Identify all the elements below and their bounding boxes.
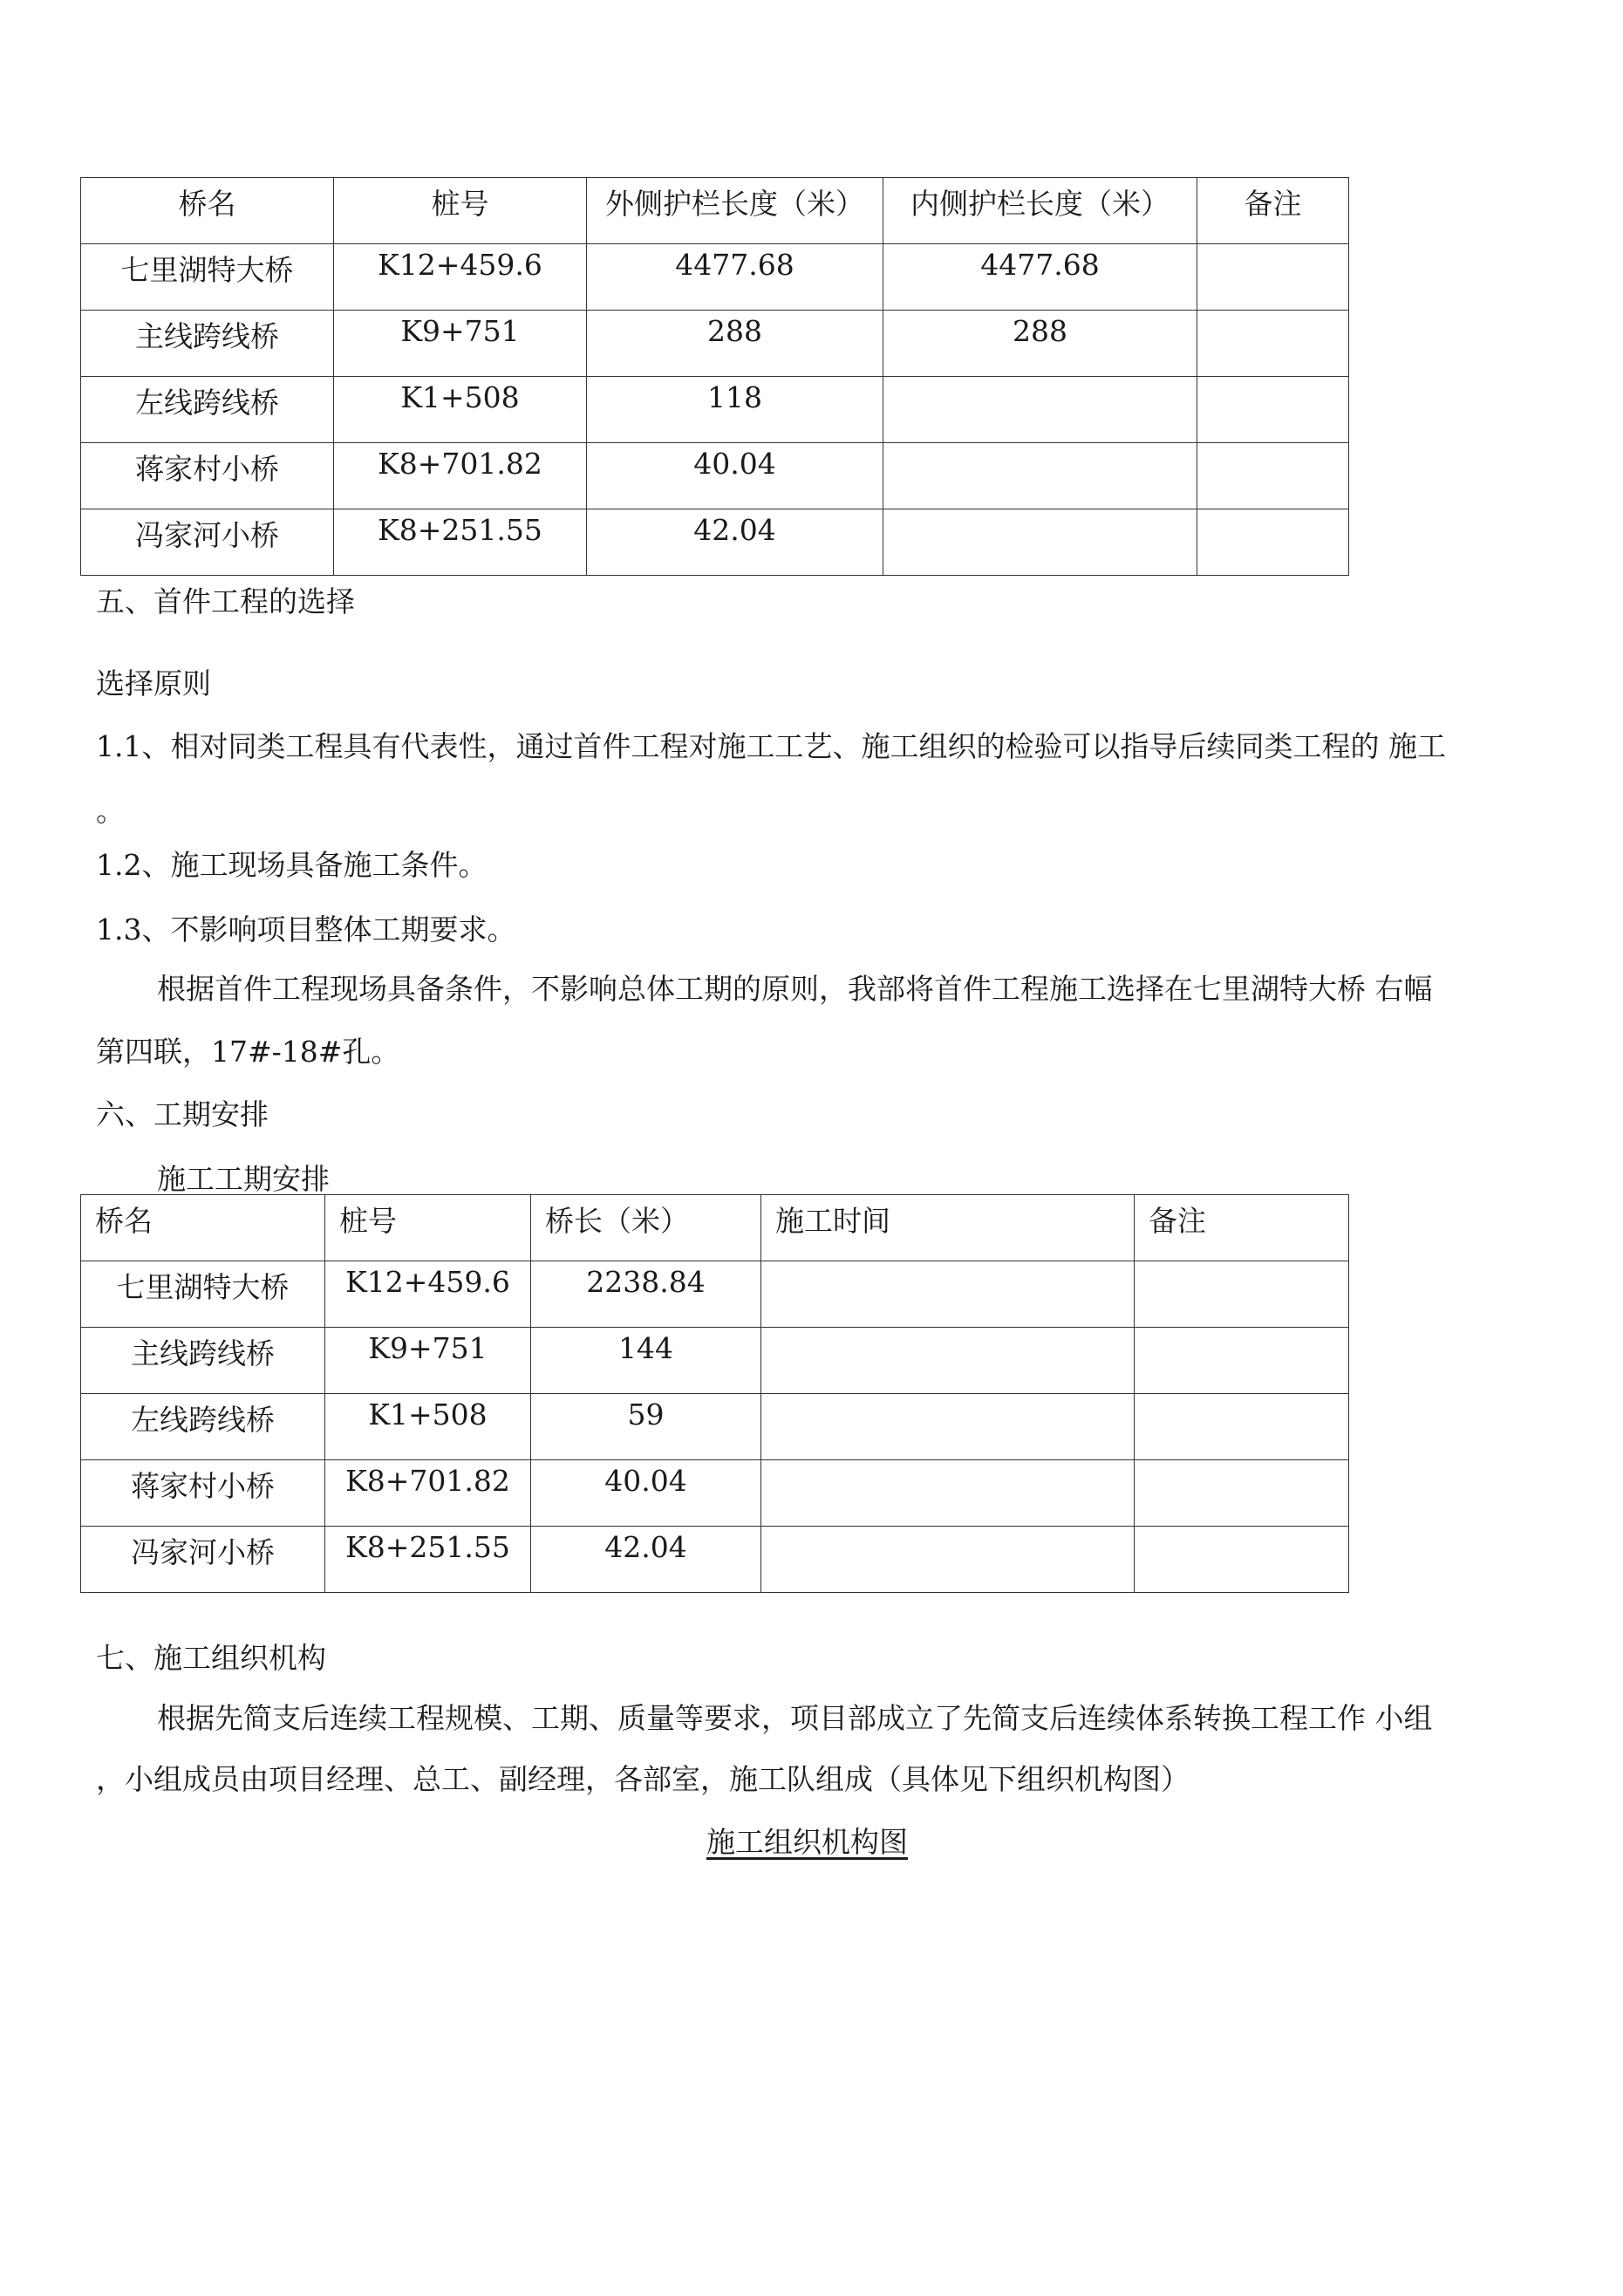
table-row [81, 244, 1349, 311]
table-cell: 七里湖特大桥 [81, 1261, 325, 1328]
paragraph: 1.3、不影响项目整体工期要求。 [96, 912, 516, 946]
table-cell: 左线跨线桥 [81, 377, 334, 443]
table-cell: 主线跨线桥 [81, 1328, 325, 1394]
table-cell: 40.04 [587, 443, 883, 509]
table-row [81, 377, 1349, 443]
header-cell: 内侧护栏长度（米） [883, 178, 1197, 244]
header-cell: 备注 [1135, 1195, 1349, 1261]
table-cell: 59 [531, 1394, 761, 1460]
section-heading: 六、工期安排 [96, 1097, 269, 1131]
paragraph: 根据首件工程现场具备条件，不影响总体工期的原则，我部将首件工程施工选择在七里湖特大桥 右幅 [157, 972, 1433, 1006]
table-cell [1135, 1460, 1349, 1527]
table-cell: K9+751 [334, 311, 587, 377]
table-cell [1135, 1394, 1349, 1460]
schedule-table [80, 1194, 1349, 1593]
table-cell: 144 [531, 1328, 761, 1394]
table-cell [761, 1394, 1135, 1460]
table-cell: 118 [587, 377, 883, 443]
table-cell: K8+251.55 [334, 509, 587, 576]
table-cell: 主线跨线桥 [81, 311, 334, 377]
header-cell: 桩号 [325, 1195, 531, 1261]
table-header-row [81, 178, 1349, 244]
table-cell: 冯家河小桥 [81, 509, 334, 576]
table-cell [1197, 509, 1349, 576]
table-cell [883, 443, 1197, 509]
table-cell: K8+701.82 [325, 1460, 531, 1527]
header-cell: 桥名 [81, 178, 334, 244]
table-cell: 蒋家村小桥 [81, 443, 334, 509]
paragraph: 1.1、相对同类工程具有代表性，通过首件工程对施工工艺、施工组织的检验可以指导后续同类工程的 施工 [96, 729, 1446, 763]
table-row [81, 1394, 1349, 1460]
table-row [81, 443, 1349, 509]
header-cell: 桥名 [81, 1195, 325, 1261]
header-cell: 桩号 [334, 178, 587, 244]
table-cell [761, 1460, 1135, 1527]
table-header-row [81, 1195, 1349, 1261]
table-cell: K12+459.6 [325, 1261, 531, 1328]
paragraph: ，小组成员由项目经理、总工、副经理，各部室，施工队组成（具体见下组织机构图） [96, 1762, 1190, 1796]
table-cell: 七里湖特大桥 [81, 244, 334, 311]
table-cell [883, 509, 1197, 576]
section-heading: 五、首件工程的选择 [96, 584, 355, 618]
paragraph: 根据先简支后连续工程规模、工期、质量等要求，项目部成立了先简支后连续体系转换工程工作 小组 [157, 1701, 1433, 1735]
table-cell: 42.04 [587, 509, 883, 576]
table-cell: 4477.68 [883, 244, 1197, 311]
table-cell: K8+251.55 [325, 1527, 531, 1593]
table-cell: K12+459.6 [334, 244, 587, 311]
table-row [81, 1527, 1349, 1593]
table-cell [761, 1527, 1135, 1593]
section-subheading: 选择原则 [96, 666, 211, 700]
table-cell: K9+751 [325, 1328, 531, 1394]
header-cell: 外侧护栏长度（米） [587, 178, 883, 244]
guardrail-length-table [80, 177, 1349, 576]
section-heading: 七、施工组织机构 [96, 1641, 326, 1675]
table-cell [1197, 443, 1349, 509]
table-row [81, 509, 1349, 576]
figure-title: 施工组织机构图 [706, 1825, 908, 1859]
table-cell [1197, 311, 1349, 377]
table-cell [1135, 1261, 1349, 1328]
table-cell: 冯家河小桥 [81, 1527, 325, 1593]
table-cell [761, 1328, 1135, 1394]
table-row [81, 311, 1349, 377]
table-cell [1135, 1527, 1349, 1593]
header-cell: 备注 [1197, 178, 1349, 244]
table-cell: 蒋家村小桥 [81, 1460, 325, 1527]
paragraph: 1.2、施工现场具备施工条件。 [96, 848, 488, 882]
table-row [81, 1261, 1349, 1328]
header-cell: 施工时间 [761, 1195, 1135, 1261]
table-cell: 288 [883, 311, 1197, 377]
table-cell: 288 [587, 311, 883, 377]
table-cell: 40.04 [531, 1460, 761, 1527]
table-cell [1197, 377, 1349, 443]
table-cell [883, 377, 1197, 443]
table-cell: K1+508 [334, 377, 587, 443]
table-cell: 42.04 [531, 1527, 761, 1593]
table-cell: 4477.68 [587, 244, 883, 311]
table-cell [1135, 1328, 1349, 1394]
table-cell: K1+508 [325, 1394, 531, 1460]
table-cell: 左线跨线桥 [81, 1394, 325, 1460]
table-row [81, 1460, 1349, 1527]
table-cell [761, 1261, 1135, 1328]
paragraph: 。 [96, 794, 125, 828]
table-cell [1197, 244, 1349, 311]
table-caption: 施工工期安排 [157, 1162, 330, 1196]
header-cell: 桥长（米） [531, 1195, 761, 1261]
table-cell: K8+701.82 [334, 443, 587, 509]
table-row [81, 1328, 1349, 1394]
paragraph: 第四联，17#-18#孔。 [96, 1035, 400, 1069]
table-cell: 2238.84 [531, 1261, 761, 1328]
